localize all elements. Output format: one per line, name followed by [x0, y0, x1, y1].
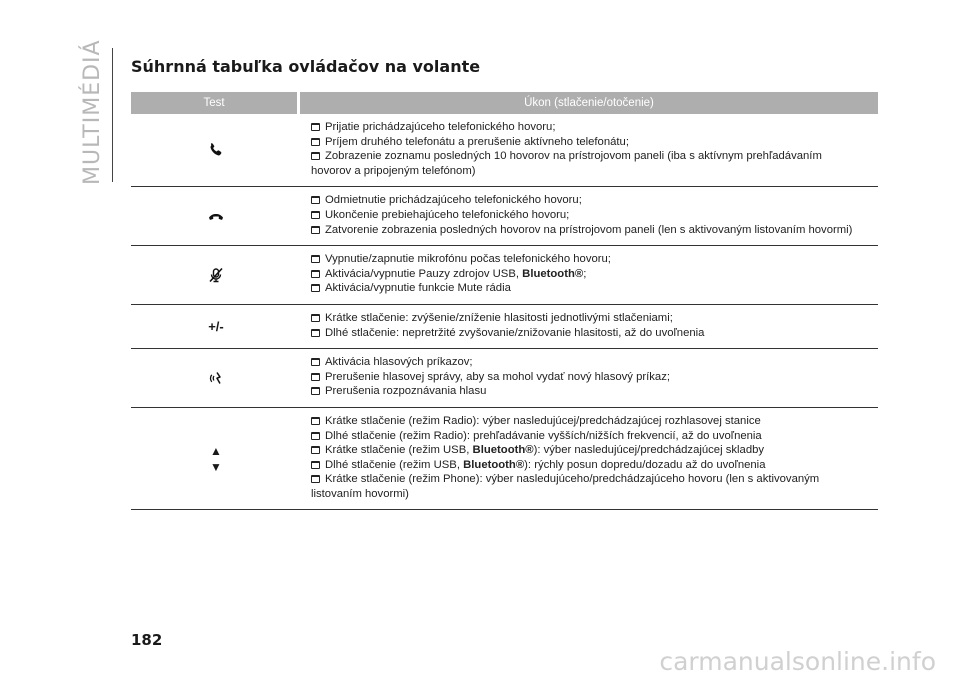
bullet-icon	[311, 138, 320, 146]
action-text: ;	[583, 267, 587, 280]
action-text: Aktivácia hlasových príkazov;	[325, 356, 473, 369]
action-text: Dlhé stlačenie (režim USB,	[325, 458, 464, 471]
table-row	[131, 408, 878, 511]
action-line	[311, 281, 878, 296]
action-text: hovorov a pripojeným telefónom)	[311, 164, 476, 177]
action-text: Aktivácia/vypnutie funkcie Mute rádia	[325, 282, 511, 295]
control-cell	[131, 408, 301, 510]
section-label-text: MULTIMÉDIÁ	[80, 39, 105, 185]
action-line	[311, 135, 878, 150]
action-line	[311, 355, 878, 370]
action-text: Prerušenie hlasovej správy, aby sa mohol vydať nový hlasový príkaz;	[325, 370, 670, 383]
page-number: 182	[131, 631, 163, 649]
controls-table	[131, 92, 878, 510]
volume-plus-minus-icon: +/-	[208, 319, 224, 335]
action-line	[311, 208, 878, 223]
action-text: Zatvorenie zobrazenia posledných hovorov na prístrojovom paneli (len s aktivovaným listovaním hovormi)	[325, 223, 853, 236]
table-row	[131, 187, 878, 246]
action-text: ): výber nasledujúcej/predchádzajúcej skladby	[533, 444, 765, 457]
bullet-icon	[311, 196, 320, 204]
action-text: Prerušenia rozpoznávania hlasu	[325, 385, 487, 398]
action-cell	[301, 246, 878, 304]
table-row	[131, 349, 878, 408]
action-line	[311, 120, 878, 135]
section-label	[80, 39, 120, 185]
action-line	[311, 429, 878, 444]
action-text: Dlhé stlačenie: nepretržité zvyšovanie/znižovanie hlasitosti, až do uvoľnenia	[325, 326, 705, 339]
voice-command-icon	[208, 370, 224, 386]
action-cell	[301, 187, 878, 245]
bullet-icon	[311, 358, 320, 366]
bullet-icon	[311, 446, 320, 454]
bullet-icon	[311, 475, 320, 483]
action-text: ): rýchly posun dopredu/dozadu až do uvoľnenia	[524, 458, 766, 471]
action-cell	[301, 408, 878, 510]
action-line	[311, 472, 878, 487]
bullet-icon	[311, 152, 320, 160]
action-line	[311, 193, 878, 208]
arrow-down-icon: ▼	[210, 459, 222, 474]
bullet-icon	[311, 226, 320, 234]
section-divider	[112, 48, 113, 182]
action-line	[311, 223, 878, 238]
action-line	[311, 414, 878, 429]
control-cell	[131, 305, 301, 348]
action-text: Krátke stlačenie (režim Radio): výber nasledujúcej/predchádzajúcej rozhlasovej stanice	[325, 414, 761, 427]
action-line	[311, 487, 878, 502]
action-text: Odmietnutie prichádzajúceho telefonického hovoru;	[325, 194, 582, 207]
action-line	[311, 384, 878, 399]
action-cell	[301, 305, 878, 348]
action-text: Krátke stlačenie (režim Phone): výber nasledujúceho/predchádzajúceho hovoru (len s aktivovaným	[325, 473, 820, 486]
arrow-up-icon: ▲	[210, 443, 222, 458]
bullet-icon	[311, 123, 320, 131]
bullet-icon	[311, 329, 320, 337]
table-row	[131, 305, 878, 349]
bullet-icon	[311, 314, 320, 322]
bullet-icon	[311, 211, 320, 219]
action-line	[311, 252, 878, 267]
control-cell	[131, 246, 301, 304]
phone-answer-icon	[208, 142, 224, 158]
action-text: Príjem druhého telefonátu a prerušenie aktívneho telefonátu;	[325, 135, 629, 148]
mute-icon	[208, 267, 224, 283]
bullet-icon	[311, 270, 320, 278]
bullet-icon	[311, 417, 320, 425]
table-header	[131, 92, 878, 114]
action-text: Krátke stlačenie: zvýšenie/zníženie hlasitosti jednotlivými stlačeniami;	[325, 311, 673, 324]
bullet-icon	[311, 387, 320, 395]
action-text: Aktivácia/vypnutie Pauzy zdrojov USB,	[325, 267, 523, 280]
bluetooth-label: Bluetooth®	[472, 444, 534, 457]
action-text: Ukončenie prebiehajúceho telefonického hovoru;	[325, 208, 570, 221]
watermark: carmanualsonline.info	[659, 647, 936, 676]
action-text: Vypnutie/zapnutie mikrofónu počas telefonického hovoru;	[325, 253, 611, 266]
page-title: Súhrnná tabuľka ovládačov na volante	[131, 57, 481, 76]
action-line	[311, 458, 878, 473]
bullet-icon	[311, 255, 320, 263]
action-text: listovaním hovormi)	[311, 487, 409, 500]
action-text: Zobrazenie zoznamu posledných 10 hovorov na prístrojovom paneli (iba s aktívnym prehľadávaním	[325, 150, 822, 163]
header-action: Úkon (stlačenie/otočenie)	[524, 97, 654, 109]
bullet-icon	[311, 284, 320, 292]
header-test: Test	[203, 97, 225, 109]
action-text: Prijatie prichádzajúceho telefonického hovoru;	[325, 121, 556, 133]
action-text: Dlhé stlačenie (režim Radio): prehľadávanie vyšších/nižších frekvencií, až do uvoľnenia	[325, 429, 762, 442]
action-line	[311, 443, 878, 458]
action-line	[311, 370, 878, 385]
table-row	[131, 114, 878, 187]
bullet-icon	[311, 461, 320, 469]
action-cell	[301, 114, 878, 186]
bluetooth-label: Bluetooth®	[463, 458, 525, 471]
action-text: Krátke stlačenie (režim USB,	[325, 444, 473, 457]
control-cell	[131, 349, 301, 407]
control-cell	[131, 114, 301, 186]
phone-hangup-icon	[208, 211, 224, 221]
action-cell	[301, 349, 878, 407]
bullet-icon	[311, 432, 320, 440]
control-cell	[131, 187, 301, 245]
action-line	[311, 326, 878, 341]
action-line	[311, 164, 878, 179]
table-body	[131, 114, 878, 510]
action-line	[311, 149, 878, 164]
action-line	[311, 267, 878, 282]
bluetooth-label: Bluetooth®	[522, 267, 584, 280]
bullet-icon	[311, 373, 320, 381]
action-line	[311, 311, 878, 326]
table-row	[131, 246, 878, 305]
